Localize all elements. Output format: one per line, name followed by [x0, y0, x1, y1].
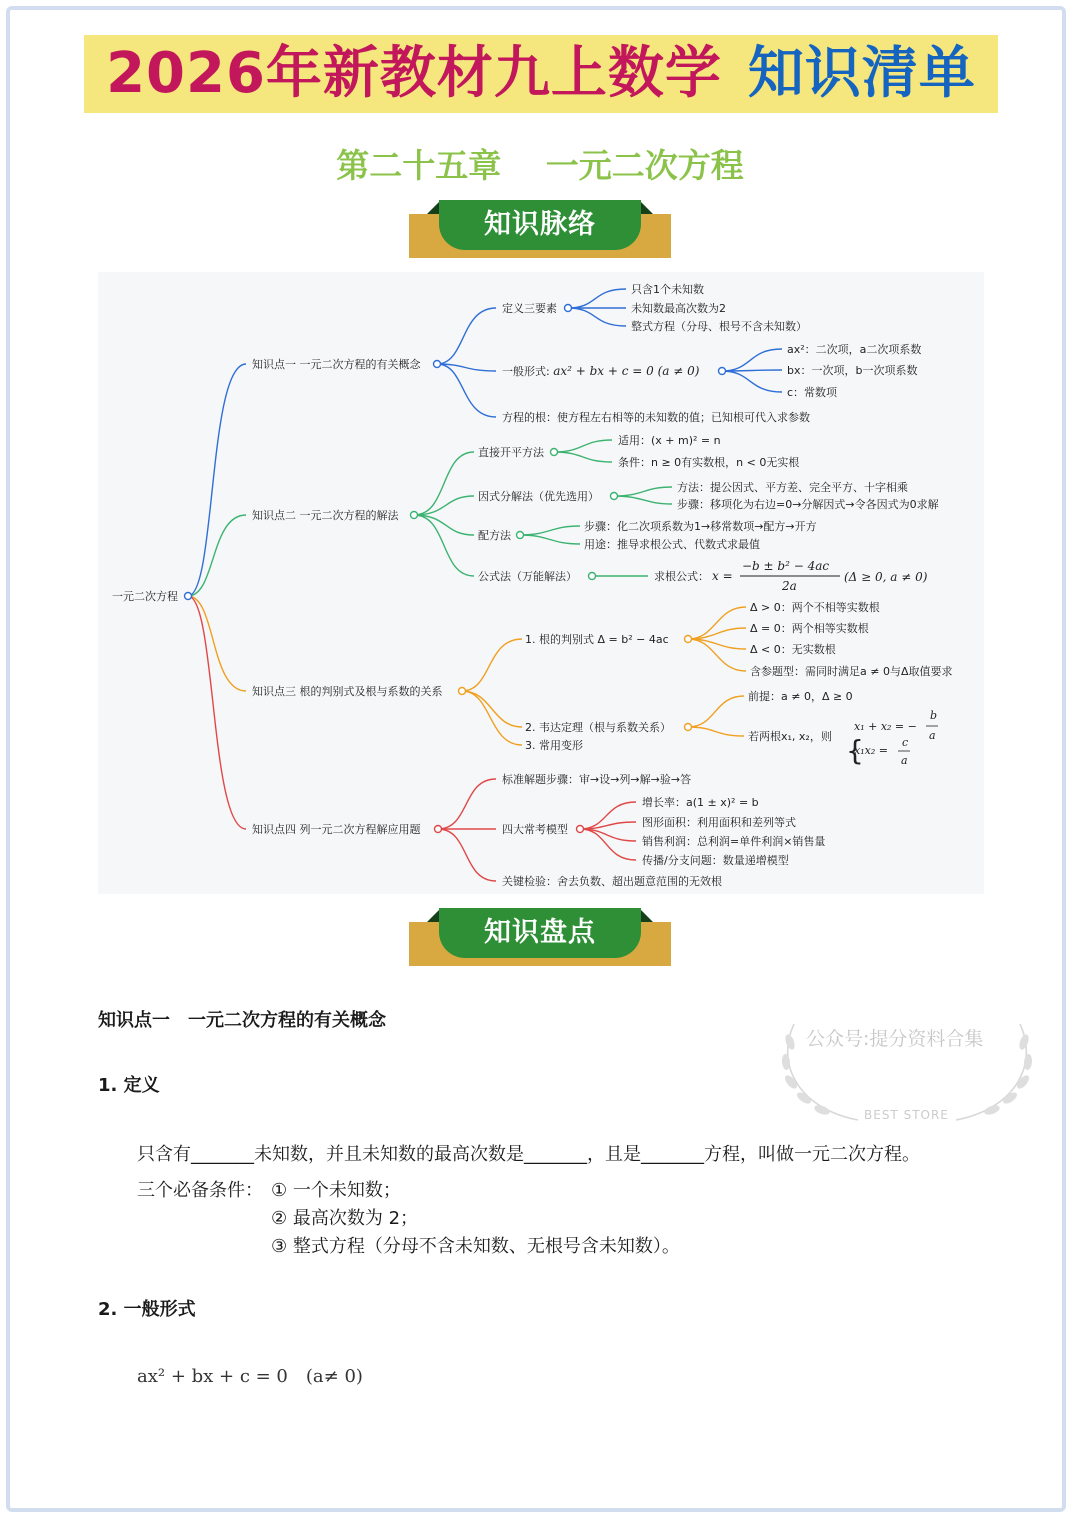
section-ribbon-review: [409, 908, 671, 968]
mm-kp4-models: 四大常考模型: [502, 823, 568, 836]
mm-kp3-sum-num: b: [930, 709, 938, 722]
mm-kp4-steps: 标准解题步骤：审→设→列→解→验→答: [502, 773, 692, 786]
title-accent: 知识清单: [747, 41, 976, 106]
mm-kp1-general: [502, 364, 700, 378]
section-title-general-form: 2. 一般形式: [98, 1299, 196, 1320]
mm-kp1-root-def: 方程的根：使方程左右相等的未知数的值；已知根可代入求参数: [502, 411, 810, 424]
mm-kp1-gen-item: ax²：二次项，a二次项系数: [787, 343, 922, 356]
mm-kp1-gen-item: c：常数项: [787, 386, 838, 399]
mm-kp3-vieta-prefix: 若两根x₁, x₂，则: [748, 730, 832, 743]
mm-kp3-vieta-premise: 前提：a ≠ 0，Δ ≥ 0: [748, 690, 853, 703]
mm-kp4-model-item: 销售利润：总利润=单件利润×销售量: [642, 835, 826, 848]
section-label-map: 知识脉络: [439, 200, 641, 250]
mm-kp3-d1-item: Δ > 0：两个不相等实数根: [750, 601, 880, 614]
mm-kp4-model-item: 图形面积：利用面积和差列等式: [642, 816, 796, 829]
mm-kp3-d1-item: 含参题型：需同时满足a ≠ 0与Δ取值要求: [750, 665, 953, 678]
mm-kp1-general-prefix: 一般形式:: [502, 365, 554, 378]
mm-kp2-m1-item: 适用：(x + m)² = n: [618, 434, 721, 447]
condition-item: ③ 整式方程（分母不含未知数、无根号含未知数）。: [271, 1236, 680, 1257]
mm-kp3-d1-item: Δ < 0：无实数根: [750, 643, 836, 656]
mm-kp2-m2-item: 步骤：移项化为右边=0→分解因式→令各因式为0求解: [677, 498, 939, 511]
mm-kp2-m1: 直接开平方法: [478, 446, 544, 459]
title-main: 2026年新教材九上数学: [106, 41, 722, 106]
mm-kp3-d1: 1. 根的判别式 Δ = b² − 4ac: [525, 633, 669, 646]
mm-kp2-m2-item: 方法：提公因式、平方差、完全平方、十字相乘: [677, 481, 908, 494]
watermark: [776, 1012, 1038, 1132]
conditions-lead: 三个必备条件：: [137, 1180, 263, 1201]
mm-kp3-prod-num: c: [902, 736, 909, 749]
mm-kp2-m4-num: −b ± b² − 4ac: [742, 559, 830, 573]
watermark-text: 公众号:提分资料合集: [806, 1028, 984, 1050]
mm-kp3-prod-lhs: x₁x₂ =: [854, 744, 888, 757]
mm-kp2-m3-item: 步骤：化二次项系数为1→移常数项→配方→开方: [584, 520, 817, 533]
knowledge-point-title: 知识点一 一元二次方程的有关概念: [98, 1010, 386, 1031]
section-ribbon-map: [409, 200, 671, 260]
mm-kp2-m3-item: 用途：推导求根公式、代数式求最值: [584, 538, 760, 551]
mm-kp1-def-item: 只含1个未知数: [631, 283, 704, 296]
condition-item: ② 最高次数为 2；: [271, 1208, 419, 1229]
mm-root: 一元二次方程: [112, 590, 178, 603]
mm-kp2-m1-item: 条件：n ≥ 0有实数根，n < 0无实根: [618, 456, 800, 469]
mm-kp1-def: 定义三要素: [502, 302, 557, 315]
chapter-title: 第二十五章 一元二次方程: [336, 146, 744, 185]
mm-kp2: 知识点二 一元二次方程的解法: [252, 509, 399, 522]
mm-kp1: 知识点一 一元二次方程的有关概念: [252, 358, 421, 371]
title-banner: [84, 35, 998, 113]
mm-kp3-prod-den: a: [901, 754, 908, 767]
mm-kp1-def-item: 未知数最高次数为2: [631, 302, 726, 315]
mm-kp2-m4: 公式法（万能解法）: [478, 570, 577, 583]
mm-kp2-m4-den: 2a: [782, 579, 797, 593]
mm-kp3-d3: 3. 常用变形: [525, 739, 583, 752]
condition-item: ① 一个未知数；: [271, 1180, 401, 1201]
mm-kp2-m4-x: x =: [712, 569, 733, 583]
mm-kp3-brace: {: [846, 734, 864, 767]
mm-kp2-m3: 配方法: [478, 529, 511, 542]
mind-map: [98, 272, 984, 894]
mm-kp1-def-item: 整式方程（分母、根号不含未知数）: [631, 320, 807, 333]
mm-kp3: 知识点三 根的判别式及根与系数的关系: [252, 685, 443, 698]
section-label-review: 知识盘点: [439, 908, 641, 958]
definition-text: 只含有_______未知数，并且未知数的最高次数是_______，且是_______方程，叫做一元二次方程。: [137, 1144, 920, 1165]
mind-map-canvas: [98, 272, 984, 894]
mm-kp2-m4-cond: (Δ ≥ 0, a ≠ 0): [844, 570, 928, 584]
mm-kp4: 知识点四 列一元二次方程解应用题: [252, 823, 421, 836]
mm-kp2-m4-label: 求根公式：: [654, 570, 709, 583]
mm-kp2-m2: 因式分解法（优先选用）: [478, 490, 599, 503]
mm-kp3-d1-item: Δ = 0：两个相等实数根: [750, 622, 869, 635]
section-title-definition: 1. 定义: [98, 1075, 160, 1096]
mm-kp4-model-item: 增长率：a(1 ± x)² = b: [642, 796, 759, 809]
mm-kp4-model-item: 传播/分支问题：数量递增模型: [642, 854, 789, 867]
mm-kp1-gen-item: bx：一次项，b一次项系数: [787, 364, 918, 377]
mm-kp4-check: 关键检验：舍去负数、超出题意范围的无效根: [502, 875, 722, 888]
mm-kp3-sum-lhs: x₁ + x₂ = −: [854, 720, 917, 733]
general-form-formula: ax² + bx + c = 0 (a≠ 0): [137, 1366, 363, 1387]
mm-kp3-sum-den: a: [929, 729, 936, 742]
mm-kp1-general-math: ax² + bx + c = 0 (a ≠ 0): [553, 364, 700, 378]
watermark-sub: BEST STORE: [864, 1108, 949, 1122]
mm-kp3-d2: 2. 韦达定理（根与系数关系）: [525, 721, 671, 734]
